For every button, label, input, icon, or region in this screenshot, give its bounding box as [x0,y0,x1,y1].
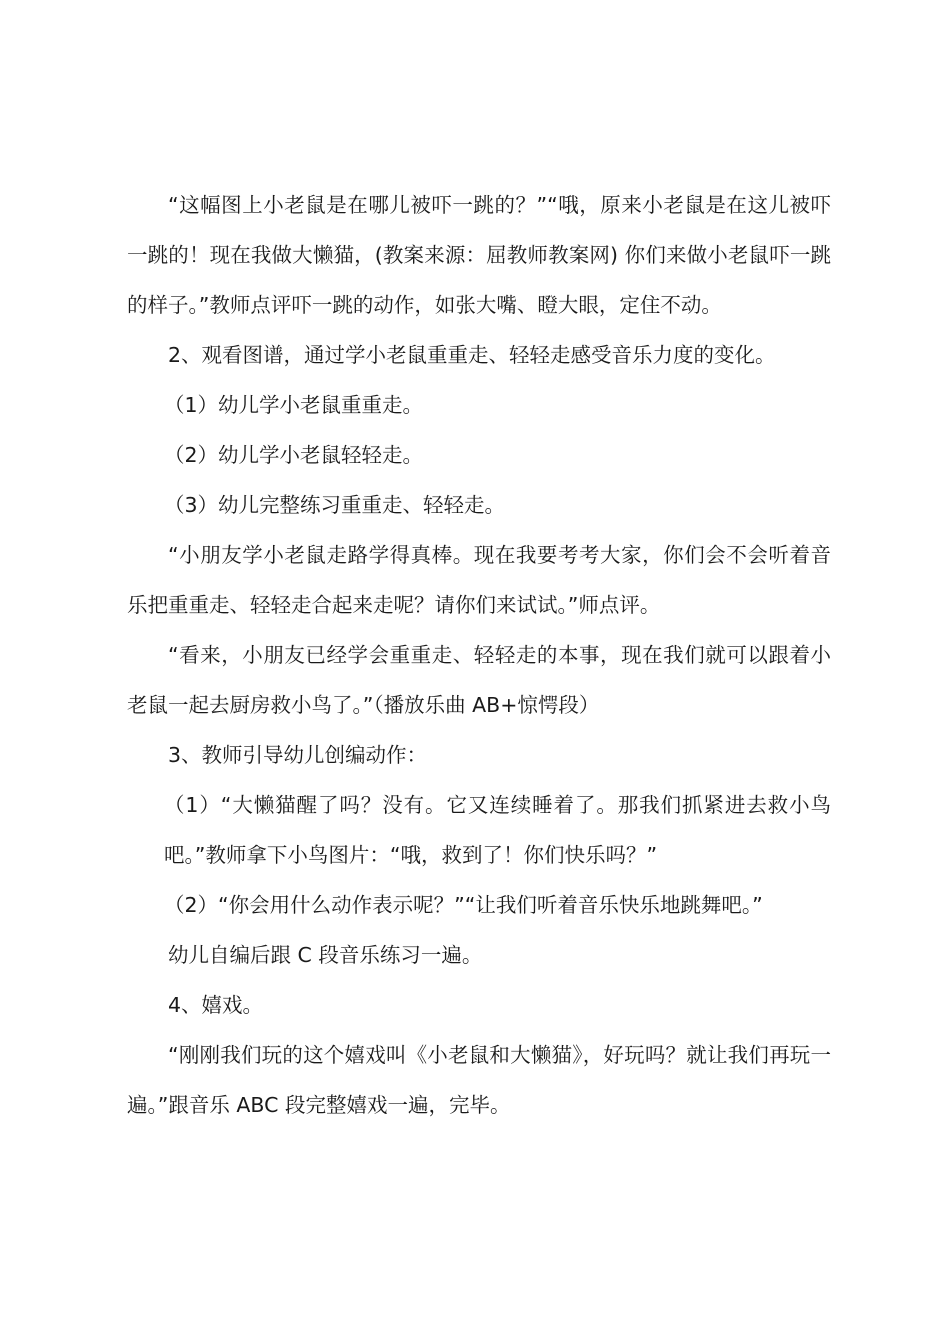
paragraph-step-2: 2、观看图谱，通过学小老鼠重重走、轻轻走感受音乐力度的变化。 [168,343,776,367]
paragraph-intro: “这幅图上小老鼠是在哪儿被吓一跳的？”“哦，原来小老鼠是在这儿被吓一跳的！现在我做大懒猫，(教案来源：屈教师教案网) 你们来做小老鼠吓一跳的样子。”教师点评吓一跳的动作，如张大嘴、瞪大眼，定住不动。 [127,193,831,317]
paragraph-step-3: 3、教师引导幼儿创编动作： [168,743,428,767]
paragraph-step-3-1: （1）“大懒猫醒了吗？没有。它又连续睡着了。那我们抓紧进去救小鸟吧。”教师拿下小鸟图片：“哦，救到了！你们快乐吗？” [164,793,831,867]
document-body [127,180,831,1130]
paragraph-step-3-2: （2）“你会用什么动作表示呢？”“让我们听着音乐快乐地跳舞吧。” [164,893,763,917]
paragraph-step-2-1: （1）幼儿学小老鼠重重走。 [164,393,424,417]
paragraph-step-2-2: （2）幼儿学小老鼠轻轻走。 [164,443,424,467]
paragraph-rescue: “看来，小朋友已经学会重重走、轻轻走的本事，现在我们就可以跟着小老鼠一起去厨房救小鸟了。”（播放乐曲 AB+惊愕段） [127,643,831,717]
paragraph-practice: 幼儿自编后跟 C 段音乐练习一遍。 [168,943,483,967]
paragraph-praise: “小朋友学小老鼠走路学得真棒。现在我要考考大家，你们会不会听着音乐把重重走、轻轻走合起来走呢？请你们来试试。”师点评。 [127,543,831,617]
paragraph-step-4: 4、嬉戏。 [168,993,264,1017]
paragraph-step-2-3: （3）幼儿完整练习重重走、轻轻走。 [164,493,506,517]
paragraph-game: “刚刚我们玩的这个嬉戏叫《小老鼠和大懒猫》，好玩吗？就让我们再玩一遍。”跟音乐 ABC 段完整嬉戏一遍，完毕。 [127,1043,831,1117]
